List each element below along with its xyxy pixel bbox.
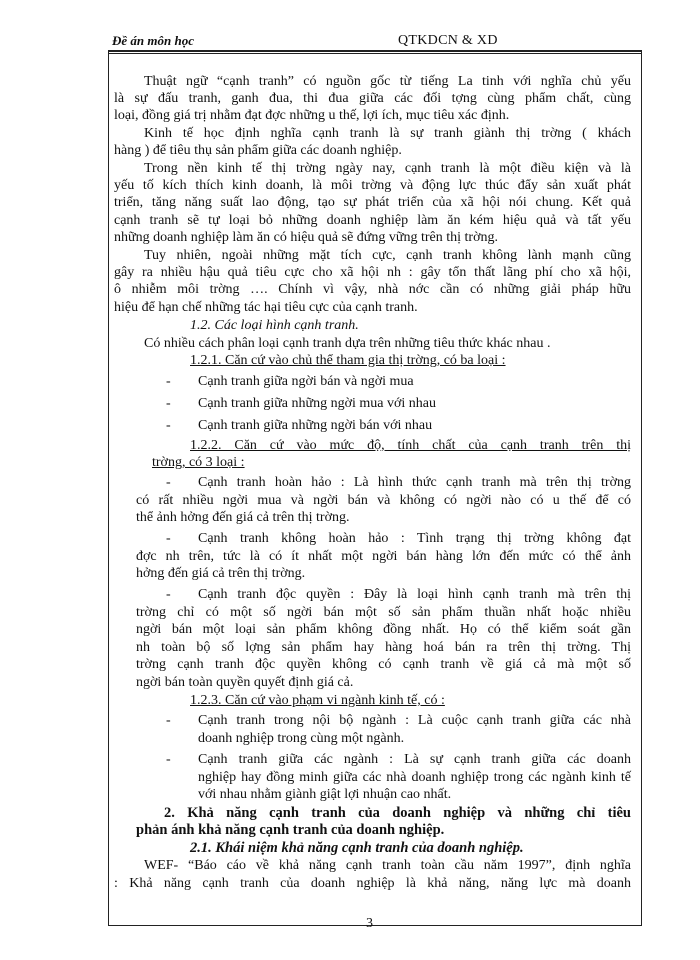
page-border-left (108, 50, 109, 926)
text-line: Tuy nhiên, ngoài những mặt tích cực, cạnh tranh không lành mạnh cũng (144, 248, 631, 263)
list-item: Cạnh tranh giữa những ngời mua với nhau (198, 396, 436, 411)
page-border-right (641, 50, 642, 926)
bullet-dash: - (166, 752, 171, 767)
text-line: là sự đấu tranh, ganh đua, thi đua giữa các đối tợng cùng phẩm chất, cùng (114, 91, 631, 106)
page-border-bottom (108, 925, 642, 926)
text-line: loại, đồng giá trị nhằm đạt đợc những u thế, lợi ích, mục tiêu xác định. (114, 108, 510, 123)
text-line: yếu tố kích thích kinh doanh, là môi trờng và động lực thúc đẩy sản xuất phát (114, 178, 631, 193)
bullet-dash: - (166, 531, 171, 546)
subsection-heading-1-2-1: 1.2.1. Căn cứ vào chủ thể tham gia thị trờng, có ba loại : (190, 353, 506, 368)
bullet-dash: - (166, 418, 171, 433)
text-line: triển, tăng năng suất lao động, tạo sự phát triển của xã hội nói chung. Kết quả (114, 195, 631, 210)
bullet-dash: - (166, 713, 171, 728)
bullet-dash: - (166, 396, 171, 411)
text-line: ngời bán một loại sản phẩm không đồng nhất. Họ có thể kiểm soát gần (136, 622, 631, 637)
text-line: gây ra nhiều hậu quả tiêu cực cho xã hội nh : gây tổn thất lãng phí cho xã hội, (114, 265, 631, 280)
text-line: nghiệp hay đồng minh giữa các nhà doanh nghiệp trong các ngành kinh tế (198, 770, 631, 785)
section-heading-1-2: 1.2. Các loại hình cạnh tranh. (190, 318, 359, 333)
bullet-dash: - (166, 475, 171, 490)
bullet-dash: - (166, 587, 171, 602)
page-border-top-inner (108, 53, 642, 54)
list-item: Cạnh tranh hoàn hảo : Là hình thức cạnh tranh mà trên thị trờng (198, 475, 631, 490)
section-heading-2: 2. Khả năng cạnh tranh của doanh nghiệp và những chỉ tiêu (164, 805, 631, 821)
text-line: trờng chỉ có một số ngời bán một số sản phẩm thuần nhất hoặc nhiều (136, 605, 631, 620)
header-department: QTKDCN & XD (398, 33, 498, 48)
text-line: những doanh nghiệp làm ăn có hiệu quả sẽ đứng vững trên thị trờng. (114, 230, 498, 245)
subsection-heading-1-2-2: 1.2.2. Căn cứ vào mức độ, tính chất của cạnh tranh trên thị (190, 438, 631, 453)
text-line: hởng đến giá cả trên thị trờng. (136, 566, 306, 581)
text-line: cạnh tranh sẽ tự loại bỏ những doanh nghiệp làm ăn kém hiệu quả và tất yếu (114, 213, 631, 228)
text-line: với nhau nhằm giành giật lợi nhuận cao nhất. (198, 787, 452, 802)
section-heading-2-cont: phản ánh khả năng cạnh tranh của doanh nghiệp. (136, 822, 445, 838)
subsection-heading-1-2-3: 1.2.3. Căn cứ vào phạm vi ngành kinh tế, có : (190, 693, 445, 708)
text-line: có rất nhiều ngời mua và ngời bán và không có ngời nào có u thế để có (136, 493, 631, 508)
text-line: hiệu để hạn chế những tác hại tiêu cực của cạnh tranh. (114, 300, 418, 315)
section-heading-2-1: 2.1. Khái niệm khả năng cạnh tranh của doanh nghiệp. (190, 840, 524, 856)
text-line: ngời bán toàn quyền quyết định giá cả. (136, 675, 354, 690)
page-number: 3 (366, 916, 373, 931)
text-line: Có nhiều cách phân loại cạnh tranh dựa trên những tiêu thức khác nhau . (144, 336, 551, 351)
text-line: nh toàn bộ số lợng sản phẩm hay hàng hoá bán ra trên thị trờng. Thị (136, 640, 631, 655)
text-line: thể ảnh hởng đến giá cả trên thị trờng. (136, 510, 350, 525)
text-line: Trong nền kinh tế thị trờng ngày nay, cạnh tranh là một điều kiện và là (144, 161, 631, 176)
text-line: doanh nghiệp trong cùng một ngành. (198, 731, 405, 746)
text-line: Kinh tế học định nghĩa cạnh tranh là sự tranh giành thị trờng ( khách (144, 126, 631, 141)
text-line: trờng cạnh tranh độc quyền không có cạnh tranh về giá cả mà một số (136, 657, 631, 672)
text-line: Thuật ngữ “cạnh tranh” có nguồn gốc từ tiếng La tinh với nghĩa chủ yếu (144, 74, 631, 89)
text-line: ô nhiễm môi trờng …. Chính vì vậy, nhà nớc cần có những giải pháp hữu (114, 282, 631, 297)
text-line: đợc nh trên, tức là có ít nhất một ngời bán hàng lớn đến mức có thể ảnh (136, 549, 631, 564)
page-border-top (108, 50, 642, 52)
list-item: Cạnh tranh độc quyền : Đây là loại hình cạnh tranh mà trên thị (198, 587, 631, 602)
list-item: Cạnh tranh giữa ngời bán và ngời mua (198, 374, 414, 389)
list-item: Cạnh tranh trong nội bộ ngành : Là cuộc cạnh tranh giữa các nhà (198, 713, 631, 728)
text-line: : Khả năng cạnh tranh của doanh nghiệp là khả năng, năng lực mà doanh (114, 876, 631, 891)
list-item: Cạnh tranh giữa các ngành : Là sự cạnh tranh giữa các doanh (198, 752, 631, 767)
text-line: WEF- “Báo cáo về khả năng cạnh tranh toàn cầu năm 1997”, định nghĩa (144, 858, 631, 873)
list-item: Cạnh tranh giữa những ngời bán với nhau (198, 418, 433, 433)
header-course-title: Đề án môn học (112, 33, 194, 48)
bullet-dash: - (166, 374, 171, 389)
subsection-heading-1-2-2-cont: trờng, có 3 loại : (152, 455, 245, 470)
list-item: Cạnh tranh không hoàn hảo : Tình trạng thị trờng không đạt (198, 531, 631, 546)
text-line: hàng ) để tiêu thụ sản phẩm giữa các doanh nghiệp. (114, 143, 402, 158)
